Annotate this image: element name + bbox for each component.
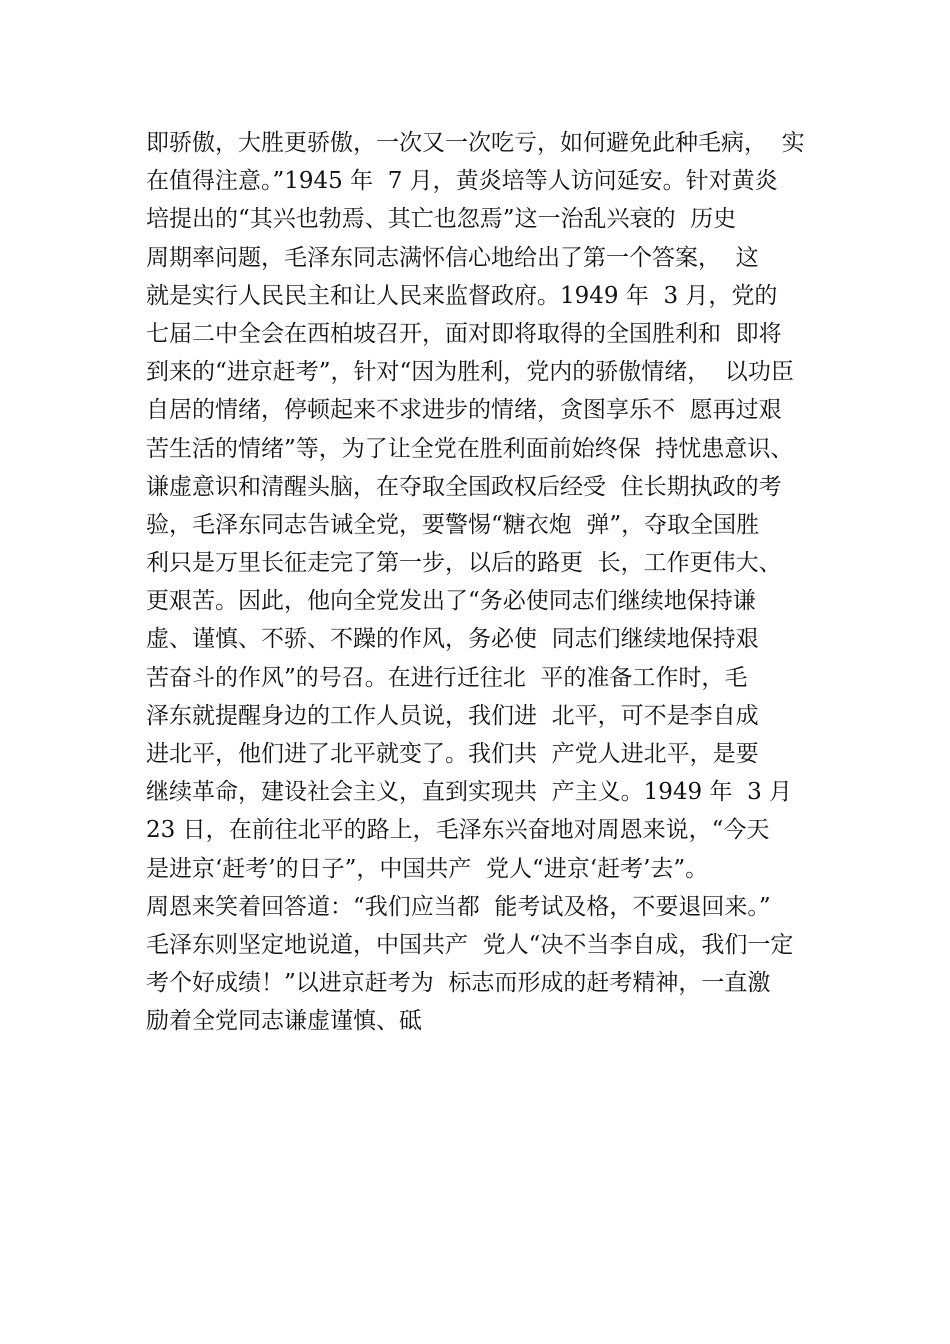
text-line: 谦虚意识和清醒头脑，在夺取全国政权后经受 住长期执政的考: [146, 473, 782, 500]
text-line: 泽东就提醒身边的工作人员说，我们进 北平，可不是李自成: [146, 702, 759, 729]
text-line: 苦生活的情绪”等，为了让全党在胜利面前始终保 持忧患意识、: [146, 435, 794, 462]
text-line: 就是实行人民民主和让人民来监督政府。1949 年 3 月，党的: [146, 282, 778, 309]
text-line: 更艰苦。因此，他向全党发出了“务必使同志们继续地保持谦: [146, 588, 756, 615]
text-line: 到来的“进京赶考”，针对“因为胜利，党内的骄傲情绪， 以功臣: [146, 359, 794, 386]
text-line: 苦奋斗的作风”的号召。在进行迁往北 平的准备工作时，毛: [146, 664, 748, 691]
text-line: 利只是万里长征走完了第一步，以后的路更 长，工作更伟大、: [146, 550, 782, 577]
text-line: 继续革命，建设社会主义，直到实现共 产主义。1949 年 3 月: [146, 779, 793, 806]
text-line: 考个好成绩！”以进京赶考为 标志而形成的赶考精神，一直激: [146, 970, 771, 997]
text-line: 进北平，他们进了北平就变了。我们共 产党人进北平，是要: [146, 741, 759, 767]
text-line: 培提出的“其兴也勃焉、其亡也忽焉”这一治乱兴衰的 历史: [146, 206, 737, 233]
text-line: 自居的情绪，停顿起来不求进步的情绪，贪图享乐不 愿再过艰: [146, 397, 782, 424]
text-line: 周恩来笑着回答道：“我们应当都 能考试及格，不要退回来。”: [146, 893, 771, 920]
text-line: 即骄傲，大胜更骄傲，一次又一次吃亏，如何避免此种毛病， 实: [146, 130, 805, 156]
text-line: 验，毛泽东同志告诫全党，要警惕“糖衣炮 弹”，夺取全国胜: [146, 511, 760, 538]
body-text: [146, 124, 836, 1041]
text-line: 七届二中全会在西柏坡召开，面对即将取得的全国胜利和 即将: [146, 320, 782, 347]
text-line: 励着全党同志谦虚谨慎、砥: [146, 1008, 422, 1035]
text-line: 是进京‘赶考’的日子”，中国共产 党人“进京‘赶考’去”。: [146, 855, 709, 882]
text-line: 周期率问题，毛泽东同志满怀信心地给出了第一个答案， 这: [146, 244, 759, 271]
text-line: 23 日，在前往北平的路上，毛泽东兴奋地对周恩来说，“今天: [146, 817, 770, 844]
text-line: 毛泽东则坚定地说道，中国共产 党人“决不当李自成，我们一定: [146, 931, 794, 958]
text-line: 虚、谨慎、不骄、不躁的作风，务必使 同志们继续地保持艰: [146, 626, 759, 653]
text-line: 在值得注意。”1945 年 7 月，黄炎培等人访问延安。针对黄炎: [146, 168, 778, 195]
